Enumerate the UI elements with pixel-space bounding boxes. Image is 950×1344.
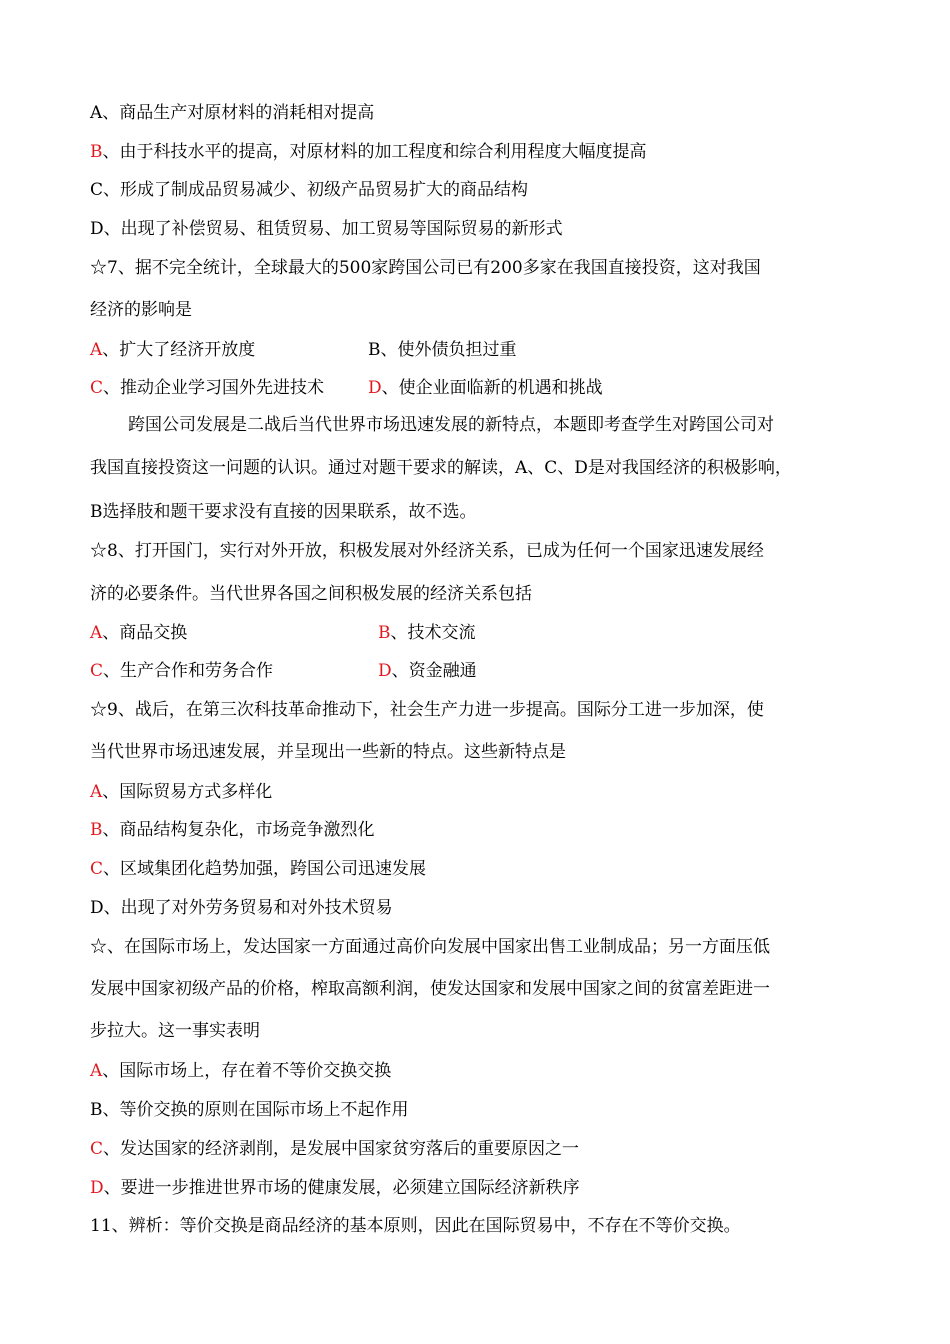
option-text: 、商品生产对原材料的消耗相对提高 — [102, 103, 375, 123]
option-letter: B — [90, 820, 103, 840]
option-letter: C — [90, 661, 104, 681]
option-text: 、发达国家的经济剥削，是发展中国家贫穷落后的重要原因之一 — [103, 1139, 580, 1159]
q10-option-a — [90, 1059, 391, 1083]
option-letter: B — [378, 623, 391, 643]
option-letter: D — [378, 661, 392, 681]
option-letter: C — [90, 378, 104, 398]
option-text: 、商品结构复杂化，市场竞争激烈化 — [102, 820, 375, 840]
q10-stem-line2: 发展中国家初级产品的价格，榨取高额利润，使发达国家和发展中国家之间的贫富差距进一 — [90, 979, 770, 999]
option-text: 、资金融通 — [391, 661, 477, 681]
option-letter: C — [90, 180, 104, 200]
option-text: 、使企业面临新的机遇和挑战 — [381, 378, 603, 398]
q10-option-b — [90, 1098, 409, 1122]
option-text: 、等价交换的原则在国际市场上不起作用 — [102, 1100, 409, 1120]
q7-explanation-line2: 我国直接投资这一问题的认识。通过对题干要求的解读，A、C、D是对我国经济的积极影响， — [90, 458, 792, 478]
q7-option-c — [90, 376, 324, 400]
q9-stem-line1: ☆9、战后，在第三次科技革命推动下，社会生产力进一步提高。国际分工进一步加深，使 — [90, 700, 764, 720]
q7-option-b — [368, 338, 517, 362]
q8-stem-line1: ☆8、打开国门，实行对外开放，积极发展对外经济关系，已成为任何一个国家迅速发展经 — [90, 541, 764, 561]
option-text: 、生产合作和劳务合作 — [103, 661, 274, 681]
option-letter: C — [90, 859, 104, 879]
option-text: 、出现了对外劳务贸易和对外技术贸易 — [103, 898, 393, 918]
q6-option-a — [90, 101, 374, 125]
option-text: 、由于科技水平的提高，对原材料的加工程度和综合利用程度大幅度提高 — [102, 142, 647, 162]
q6-option-d — [90, 217, 563, 241]
q9-stem-line2: 当代世界市场迅速发展，并呈现出一些新的特点。这些新特点是 — [90, 742, 566, 762]
q9-option-b — [90, 818, 375, 842]
option-letter: B — [90, 1100, 103, 1120]
q6-option-b — [90, 140, 647, 164]
option-text: 、使外债负担过重 — [380, 340, 517, 360]
q7-stem-line2: 经济的影响是 — [90, 300, 192, 320]
option-letter: C — [90, 1139, 104, 1159]
q6-option-c — [90, 178, 528, 202]
option-text: 、要进一步推进世界市场的健康发展，必须建立国际经济新秩序 — [103, 1178, 580, 1198]
option-letter: D — [90, 898, 104, 918]
q11-stem: 11、辨析：等价交换是商品经济的基本原则，因此在国际贸易中，不存在不等价交换。 — [90, 1216, 741, 1236]
q10-option-c — [90, 1137, 579, 1161]
option-text: 、商品交换 — [102, 623, 188, 643]
q9-option-c — [90, 857, 426, 881]
q8-option-d — [378, 659, 477, 683]
option-text: 、推动企业学习国外先进技术 — [103, 378, 325, 398]
q8-option-c — [90, 659, 273, 683]
q7-stem-line1: ☆7、据不完全统计，全球最大的500家跨国公司已有200多家在我国直接投资，这对我国 — [90, 258, 761, 278]
option-letter: A — [90, 623, 103, 643]
option-letter: D — [90, 219, 104, 239]
option-letter: A — [90, 103, 103, 123]
option-letter: A — [90, 340, 103, 360]
q8-stem-line2: 济的必要条件。当代世界各国之间积极发展的经济关系包括 — [90, 584, 532, 604]
q8-option-a — [90, 621, 187, 645]
option-letter: A — [90, 782, 103, 802]
option-text: 、扩大了经济开放度 — [102, 340, 256, 360]
option-letter: B — [90, 142, 103, 162]
option-letter: D — [90, 1178, 104, 1198]
q7-explanation-line3: B选择肢和题干要求没有直接的因果联系，故不选。 — [90, 502, 477, 522]
q7-option-a — [90, 338, 255, 362]
q9-option-a — [90, 780, 272, 804]
q7-explanation-line1: 跨国公司发展是二战后当代世界市场迅速发展的新特点，本题即考查学生对跨国公司对 — [128, 415, 774, 435]
option-text: 、形成了制成品贸易减少、初级产品贸易扩大的商品结构 — [103, 180, 529, 200]
option-letter: B — [368, 340, 381, 360]
q10-stem-line3: 步拉大。这一事实表明 — [90, 1021, 260, 1041]
q10-option-d — [90, 1176, 580, 1200]
option-text: 、国际贸易方式多样化 — [102, 782, 273, 802]
option-text: 、出现了补偿贸易、租赁贸易、加工贸易等国际贸易的新形式 — [103, 219, 563, 239]
option-text: 、区域集团化趋势加强，跨国公司迅速发展 — [103, 859, 427, 879]
q10-stem-line1: ☆、在国际市场上，发达国家一方面通过高价向发展中国家出售工业制成品；另一方面压低 — [90, 937, 770, 957]
option-text: 、技术交流 — [390, 623, 476, 643]
q7-option-d — [368, 376, 603, 400]
q8-option-b — [378, 621, 476, 645]
option-letter: D — [368, 378, 382, 398]
option-letter: A — [90, 1061, 103, 1081]
option-text: 、国际市场上，存在着不等价交换交换 — [102, 1061, 392, 1081]
q9-option-d — [90, 896, 393, 920]
